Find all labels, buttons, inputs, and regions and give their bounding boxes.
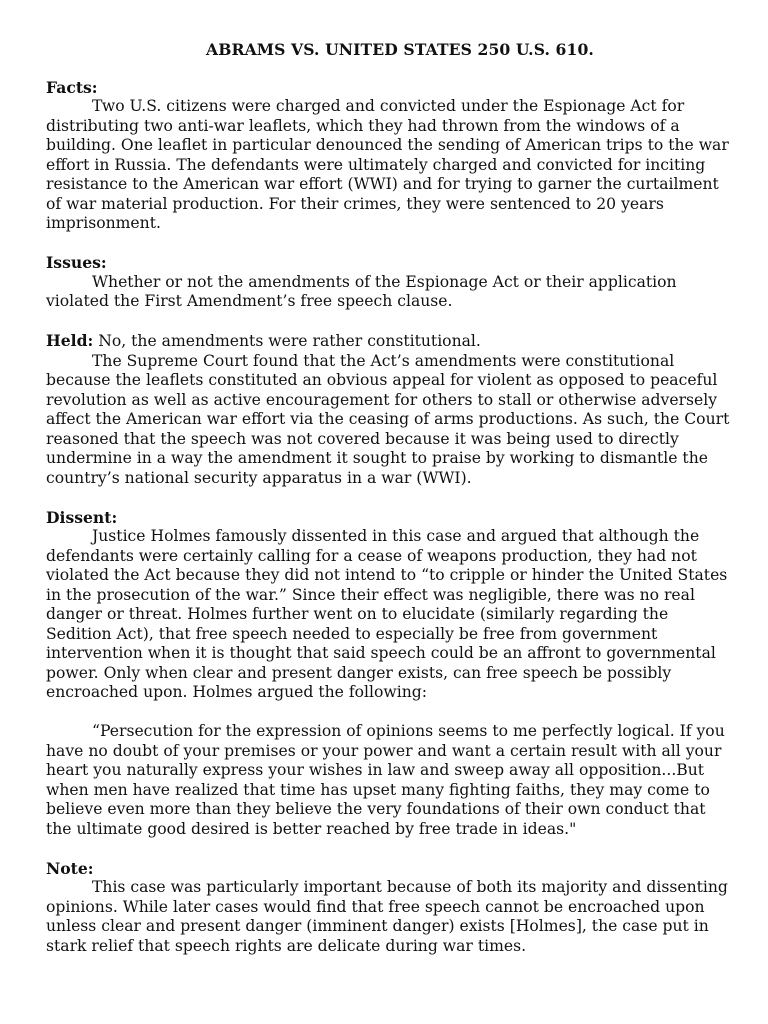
held-summary: No, the amendments were rather constitutional. [98,332,481,350]
note-paragraph: This case was particularly important because of both its majority and dissenting opinions. While later cases would find that free speech cannot be encroached upon unless clear and present danger (imminent danger) exists [Holmes], the case put in stark relief that speech rights are delicate during war times. [46,878,728,955]
held-paragraph: The Supreme Court found that the Act’s amendments were constitutional because the leaflets constituted an obvious appeal for violent as opposed to peaceful revolution as well as active encouragement for others to stall or otherwise adversely affect the American war effort via the ceasing of arms productions. As such, the Court reasoned that the speech was not covered because it was being used to directly undermine in a way the amendment it sought to praise by working to dismantle the country’s national security apparatus in a war (WWI). [46,351,730,487]
note-section [46,859,736,957]
facts-heading: Facts: [46,77,98,97]
note-heading: Note: [46,858,94,878]
issues-heading: Issues: [46,253,107,272]
dissent-section [46,508,736,840]
facts-paragraph: Two U.S. citizens were charged and convicted under the Espionage Act for distributing two anti-war leaflets, which they had thrown from the windows of a building. One leaflet in particular denounced the sending of American trips to the war effort in Russia. The defendants were ultimately charged and convicted for inciting resistance to the American war effort (WWI) and for trying to garner the curtailment of war material production. For their crimes, they were sentenced to 20 years imprisonment. [46,97,729,232]
document-page [46,40,736,976]
dissent-paragraph: Justice Holmes famously dissented in this case and argued that although the defendants were certainly calling for a cease of weapons production, they had not violated the Act because they did not intend to “to cripple or hinder the United States in the prosecution of the war.” Since their effect was negligible, there was no real danger or threat. Holmes further went on to elucidate (similarly regarding the Sedition Act), that free speech needed to especially be free from government intervention when it is thought that said speech could be an affront to governmental power. Only when clear and present danger exists, can free speech be possibly encroached upon. Holmes argued the following: [46,527,728,701]
held-section [46,331,736,488]
issues-section [46,253,736,312]
held-heading: Held: [46,331,94,350]
held-line [46,331,736,352]
facts-section [46,78,736,234]
issues-paragraph: Whether or not the amendments of the Espionage Act or their application violated the First Amendment’s free speech clause. [46,272,677,310]
dissent-heading: Dissent: [46,507,118,527]
dissent-quote: “Persecution for the expression of opinions seems to me perfectly logical. If you have no doubt of your premises or your power and want a certain result with all your heart you naturally express your wishes in law and sweep away all opposition...But when men have realized that time has upset many fighting faiths, they may come to believe even more than they believe the very foundations of their own conduct that the ultimate good desired is better reached by free trade in ideas." [46,722,725,838]
document-title: ABRAMS VS. UNITED STATES 250 U.S. 610. [206,40,594,59]
